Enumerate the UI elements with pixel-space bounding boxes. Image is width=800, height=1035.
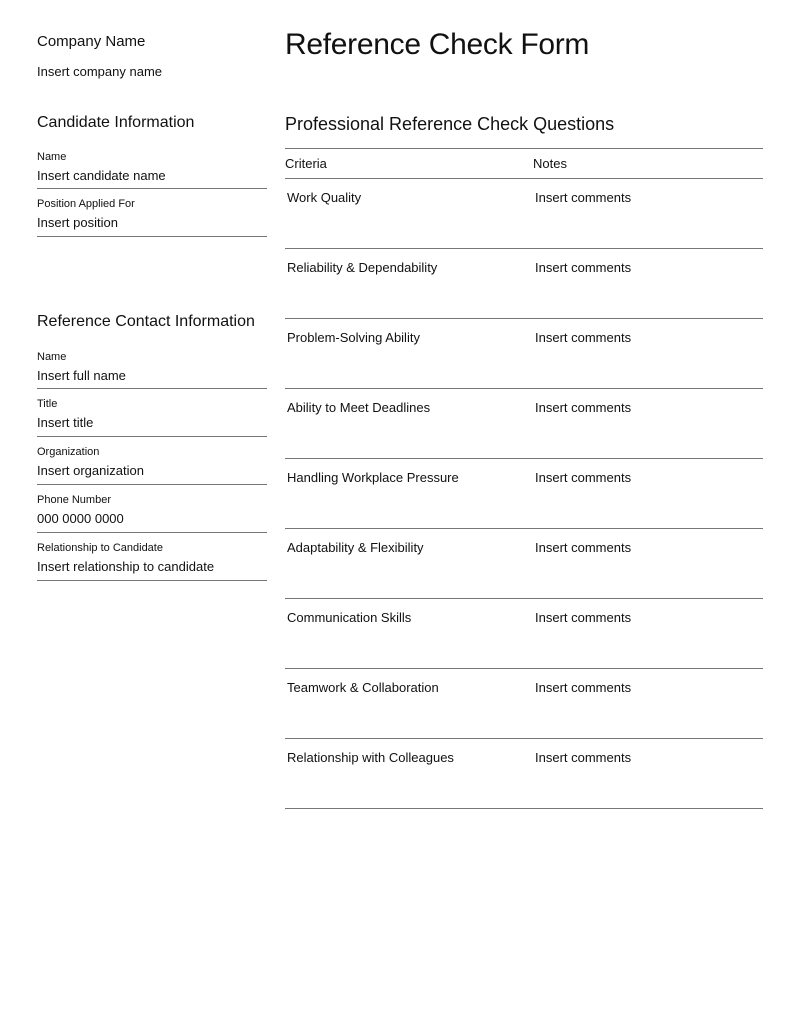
candidate-fields <box>37 142 267 237</box>
field-label: Phone Number <box>37 494 111 506</box>
table-row <box>285 319 763 389</box>
field-label: Position Applied For <box>37 198 135 210</box>
field-input[interactable]: Insert organization <box>37 463 144 478</box>
table-row <box>285 599 763 669</box>
field-input[interactable]: 000 0000 0000 <box>37 511 124 526</box>
table-row <box>285 459 763 529</box>
company-name-heading: Company Name <box>37 33 146 50</box>
form-field <box>37 485 267 533</box>
form-field <box>37 189 267 237</box>
criteria-header: Criteria <box>285 156 327 171</box>
table-row <box>285 249 763 319</box>
notes-cell[interactable]: Insert comments <box>535 540 632 555</box>
notes-cell[interactable]: Insert comments <box>535 400 632 415</box>
field-input[interactable]: Insert title <box>37 415 94 430</box>
table-row <box>285 529 763 599</box>
notes-cell[interactable]: Insert comments <box>535 680 632 695</box>
field-label: Organization <box>37 446 100 458</box>
field-input[interactable]: Insert full name <box>37 368 126 383</box>
page-title: Reference Check Form <box>285 28 590 61</box>
notes-cell[interactable]: Insert comments <box>535 260 632 275</box>
field-label: Name <box>37 351 67 363</box>
reference-fields <box>37 342 267 581</box>
criteria-cell: Problem-Solving Ability <box>287 330 420 345</box>
notes-header: Notes <box>533 156 567 171</box>
notes-cell[interactable]: Insert comments <box>535 330 632 345</box>
criteria-cell: Communication Skills <box>287 610 412 625</box>
field-label: Title <box>37 398 58 410</box>
notes-cell[interactable]: Insert comments <box>535 190 632 205</box>
form-field <box>37 389 267 437</box>
table-row <box>285 739 763 809</box>
field-input[interactable]: Insert relationship to candidate <box>37 559 215 574</box>
notes-cell[interactable]: Insert comments <box>535 750 632 765</box>
company-name-field[interactable]: Insert company name <box>37 64 163 79</box>
notes-cell[interactable]: Insert comments <box>535 610 632 625</box>
criteria-cell: Teamwork & Collaboration <box>287 680 439 695</box>
table-row <box>285 179 763 249</box>
criteria-cell: Relationship with Colleagues <box>287 750 454 765</box>
reference-contact-heading: Reference Contact Information <box>37 313 255 330</box>
form-field <box>37 533 267 581</box>
criteria-cell: Reliability & Dependability <box>287 260 438 275</box>
questions-heading: Professional Reference Check Questions <box>285 114 615 134</box>
notes-cell[interactable]: Insert comments <box>535 470 632 485</box>
criteria-cell: Work Quality <box>287 190 362 205</box>
form-field <box>37 342 267 389</box>
candidate-info-heading: Candidate Information <box>37 114 195 131</box>
criteria-cell: Adaptability & Flexibility <box>287 540 424 555</box>
form-field <box>37 142 267 189</box>
field-input[interactable]: Insert position <box>37 215 118 230</box>
criteria-cell: Handling Workplace Pressure <box>287 470 459 485</box>
table-header <box>285 148 763 179</box>
field-input[interactable]: Insert candidate name <box>37 168 166 183</box>
field-label: Name <box>37 151 67 163</box>
field-label: Relationship to Candidate <box>37 542 163 554</box>
questions-table <box>285 148 763 809</box>
form-field <box>37 437 267 485</box>
table-row <box>285 389 763 459</box>
criteria-cell: Ability to Meet Deadlines <box>287 400 431 415</box>
table-row <box>285 669 763 739</box>
